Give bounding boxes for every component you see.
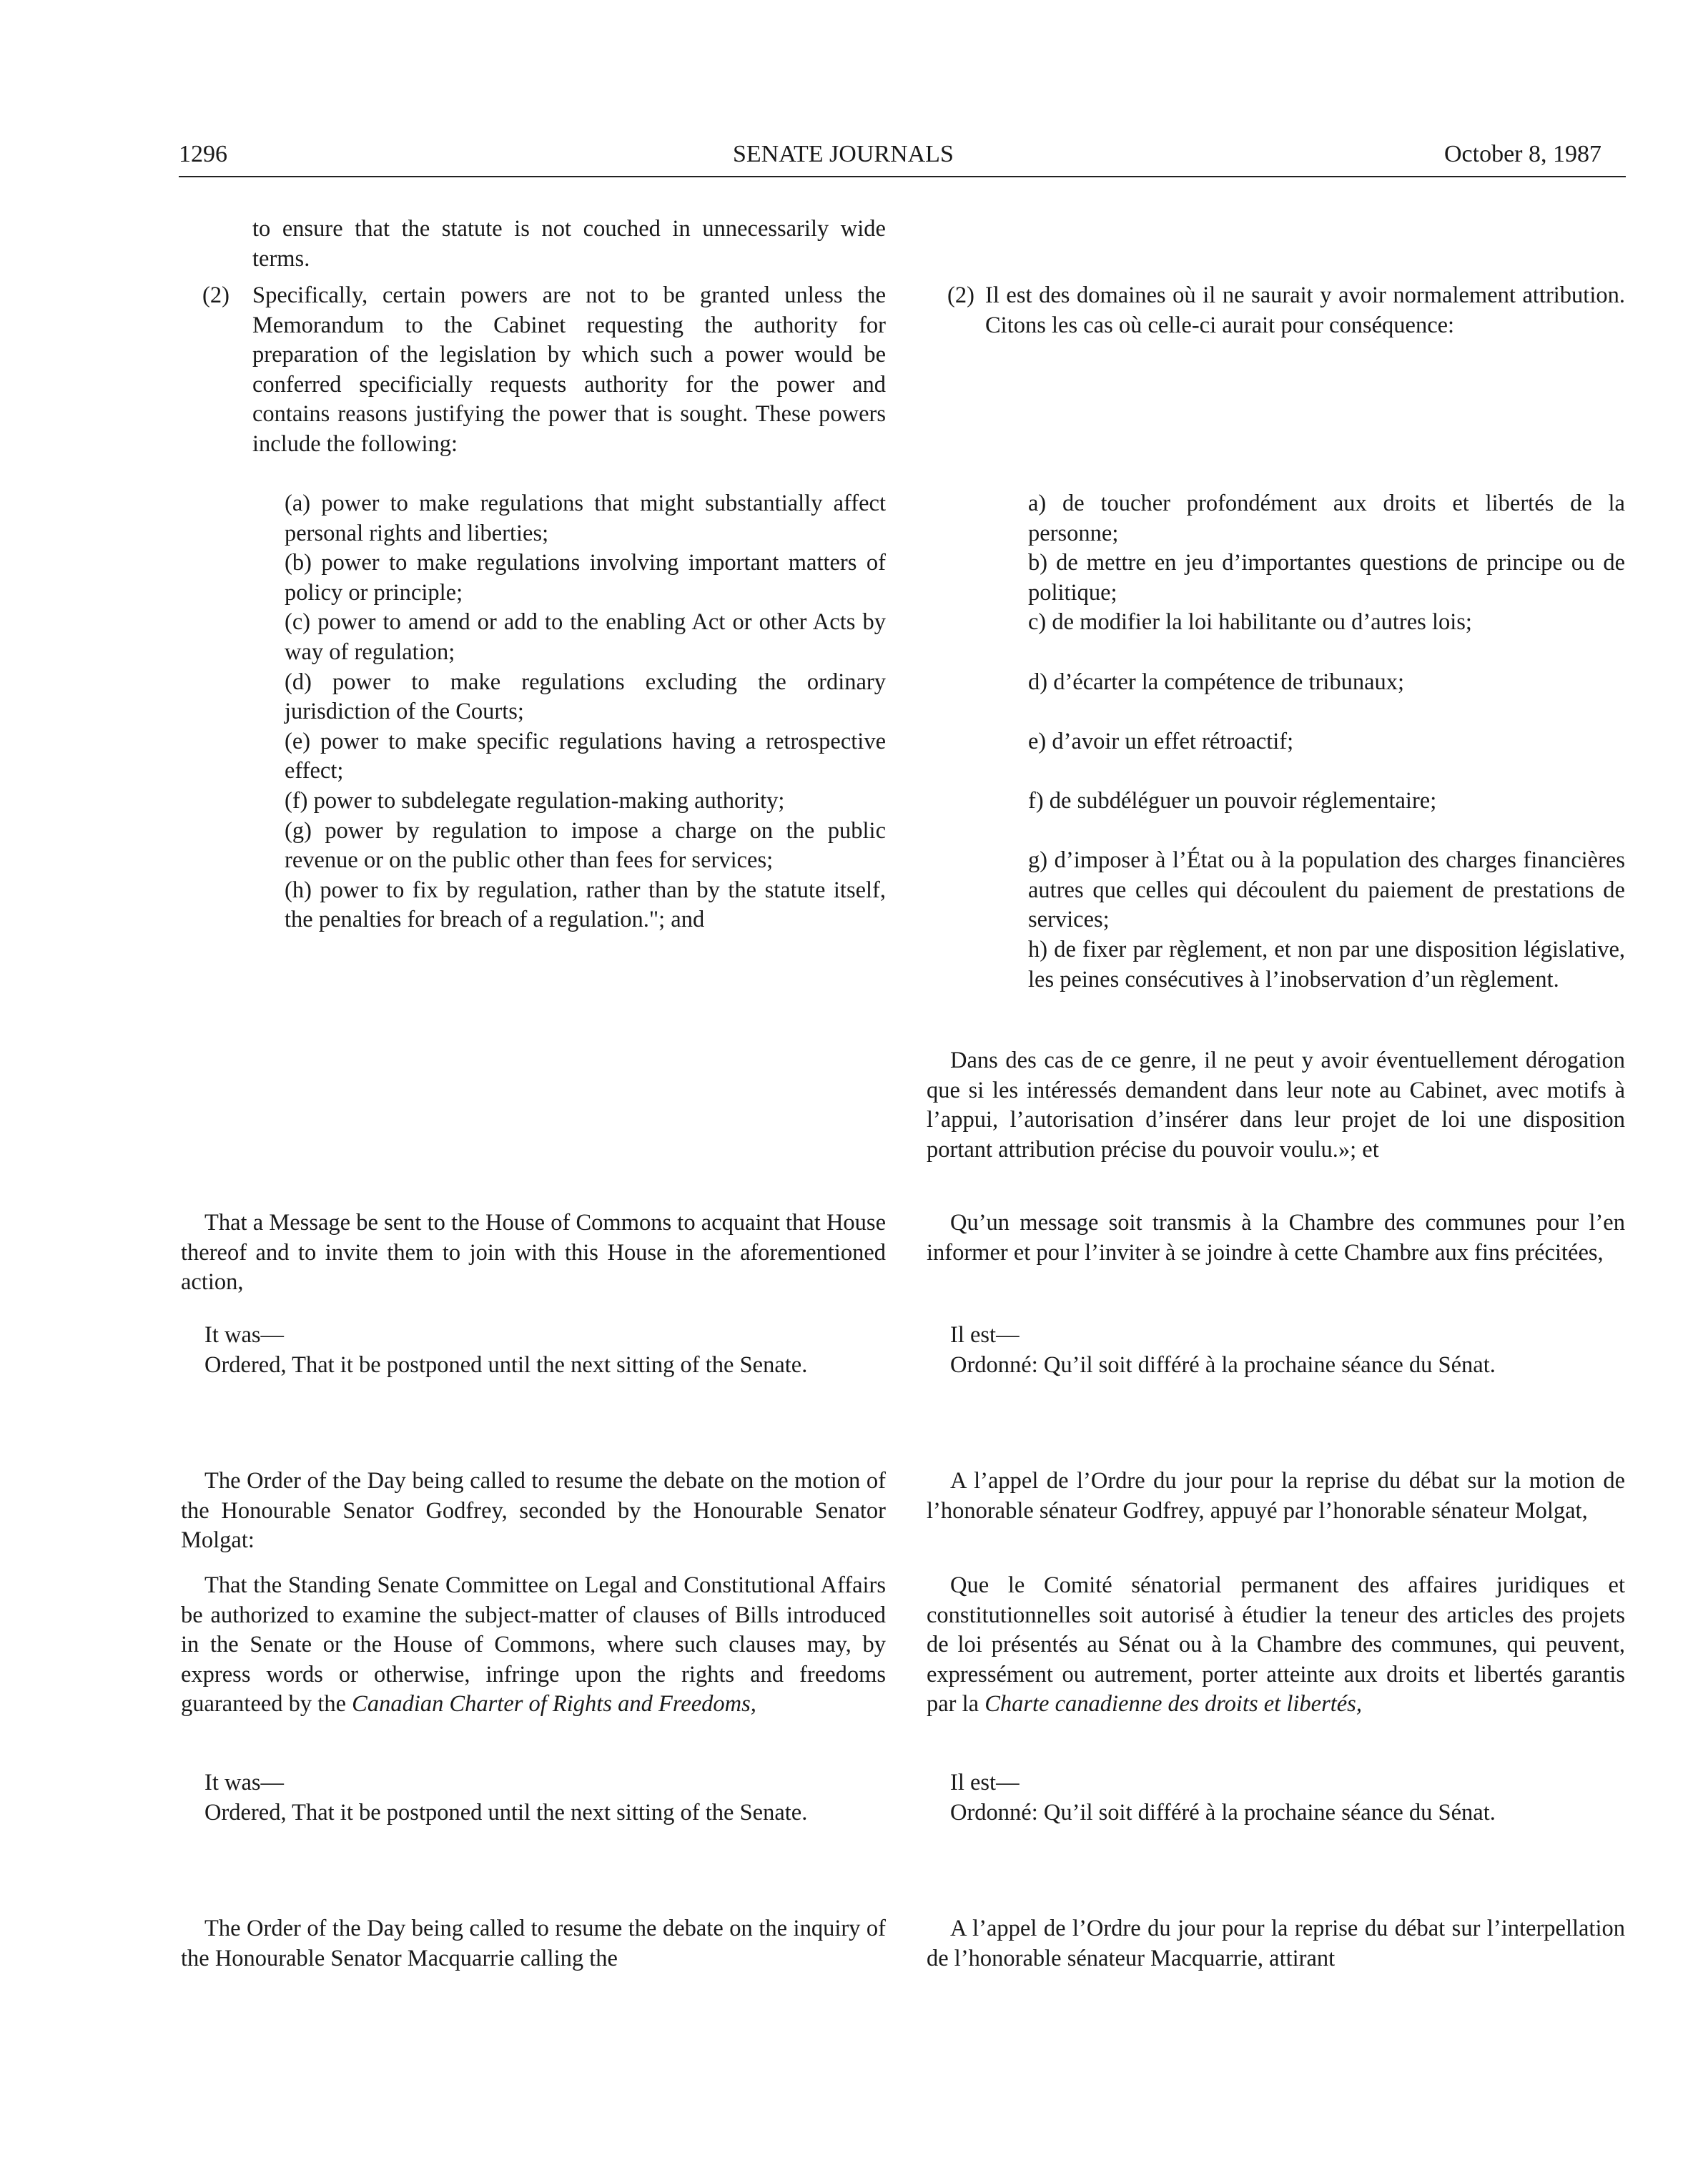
list-item: (d) power to make regulations excluding the ordinary jurisdiction of the Courts; (285, 669, 886, 725)
appel-text-fr-1: A l’appel de l’Ordre du jour pour la reprise du débat sur la motion de l’honorable sénateur Godfrey, appuyé par l’honorable sénateur Molgat, (927, 1468, 1625, 1524)
comite-text-fr (927, 1571, 1625, 1720)
list-item: (f) power to subdelegate regulation-making authority; (285, 787, 785, 814)
committee-text-en (181, 1571, 886, 1720)
derogation-text-fr: Dans des cas de ce genre, il ne peut y avoir éventuellement dérogation que si les intéressés demandent dans leur note au Cabinet, avec motifs à l’appui, l’autorisation d’insérer dans leur projet de loi une disposition portant attribution précise du pouvoir voulu.»; et (927, 1048, 1625, 1163)
order-of-day-en-2: The Order of the Day being called to resume the debate on the inquiry of the Honourable Senator Macquarrie calling the (181, 1916, 886, 1971)
para2-text-fr: Il est des domaines où il ne saurait y avoir normalement attribution. Citons les cas où celle-ci aurait pour conséquence: (985, 282, 1625, 338)
list-item: a) de toucher profondément aux droits et libertés de la personne; (1028, 491, 1625, 546)
intro-text: to ensure that the statute is not couched in unnecessarily wide terms. (252, 216, 886, 272)
journal-title: SENATE JOURNALS (733, 141, 954, 167)
ordonne-text: Ordonné: Qu’il soit différé à la prochaine séance du Sénat. (950, 1351, 1496, 1378)
list-item: f) de subdéléguer un pouvoir réglementaire; (1028, 787, 1437, 814)
it-was-label: It was— (204, 1770, 285, 1795)
il-est-label: Il est— (950, 1770, 1020, 1795)
list-item: (h) power to fix by regulation, rather than by the statute itself, the penalties for breach of a regulation."; and (285, 877, 886, 933)
charter-title: Canadian Charter of Rights and Freedoms, (352, 1691, 756, 1718)
list-item: (e) power to make specific regulations having a retrospective effect; (285, 728, 886, 784)
page-number: 1296 (179, 141, 227, 167)
committee-text: That the Standing Senate Committee on Legal and Constitutional Affairs be authorized to examine the subject-matter of clauses of Bills introduced in the Senate or the House of Commons, where such clauses may, by express words or otherwise, infringe upon the rights and freedoms guaranteed by the (181, 1572, 886, 1718)
ordered-block-en-1 (181, 1321, 886, 1380)
para2-number-en: (2) (202, 282, 229, 308)
list-item: (c) power to amend or add to the enabling Act or other Acts by way of regulation; (285, 609, 886, 665)
powers-list-en (285, 489, 886, 935)
order-of-day-en-1: The Order of the Day being called to resume the debate on the motion of the Honourable Senator Godfrey, seconded by the Honourable Senator Molgat: (181, 1468, 886, 1554)
list-item: g) d’imposer à l’État ou à la population des charges financières autres que celles qui découlent du paiement de prestations de services; (1028, 847, 1625, 933)
ordered-text: Ordered, That it be postponed until the next sitting of the Senate. (204, 1799, 808, 1826)
ordonne-block-fr-2 (927, 1768, 1625, 1828)
journal-date: October 8, 1987 (1444, 141, 1602, 167)
appel-text-fr-2: A l’appel de l’Ordre du jour pour la reprise du débat sur l’interpellation de l’honorable sénateur Macquarrie, attirant (927, 1916, 1625, 1971)
list-item: (g) power by regulation to impose a charge on the public revenue or on the public other than fees for services; (285, 817, 886, 874)
para2-text-en: Specifically, certain powers are not to be granted unless the Memorandum to the Cabinet requesting the authority for preparation of the legislation by which such a power would be conferred specificially requests authority for the power and contains reasons justifying the power that is sought. These powers include the following: (252, 282, 886, 457)
list-item: h) de fixer par règlement, et non par une disposition législative, les peines consécutives à l’inobservation d’un règlement. (1028, 936, 1625, 992)
list-item: b) de mettre en jeu d’importantes questions de principe ou de politique; (1028, 550, 1625, 606)
list-item: c) de modifier la loi habilitante ou d’autres lois; (1028, 609, 1472, 636)
it-was-label: It was— (204, 1322, 285, 1348)
para2-number-fr: (2) (947, 282, 974, 308)
list-item: e) d’avoir un effet rétroactif; (1028, 728, 1294, 754)
il-est-label: Il est— (950, 1322, 1020, 1348)
charte-title: Charte canadienne des droits et libertés, (984, 1691, 1362, 1718)
ordered-block-en-2 (181, 1768, 886, 1828)
list-item: d) d’écarter la compétence de tribunaux; (1028, 669, 1405, 695)
message-text-fr: Qu’un message soit transmis à la Chambre des communes pour l’en informer et pour l’inviter à se joindre à cette Chambre aux fins précitées, (927, 1210, 1625, 1266)
powers-list-fr (1028, 489, 1625, 995)
comite-text: Que le Comité sénatorial permanent des affaires juridiques et constitutionnelles soit autorisé à étudier la teneur des articles des projets de loi présentés au Sénat ou à la Chambre des communes, qui peuvent, expressément ou autrement, porter atteinte aux droits et libertés garantis par la (927, 1572, 1625, 1718)
list-item: (a) power to make regulations that might substantially affect personal rights and liberties; (285, 491, 886, 546)
message-text-en: That a Message be sent to the House of Commons to acquaint that House thereof and to invite them to join with this House in the aforementioned action, (181, 1210, 886, 1296)
list-item: (b) power to make regulations involving important matters of policy or principle; (285, 550, 886, 606)
ordered-text: Ordered, That it be postponed until the next sitting of the Senate. (204, 1351, 808, 1378)
ordonne-text: Ordonné: Qu’il soit différé à la prochaine séance du Sénat. (950, 1799, 1496, 1826)
header-rule (179, 176, 1626, 177)
ordonne-block-fr-1 (927, 1321, 1625, 1380)
